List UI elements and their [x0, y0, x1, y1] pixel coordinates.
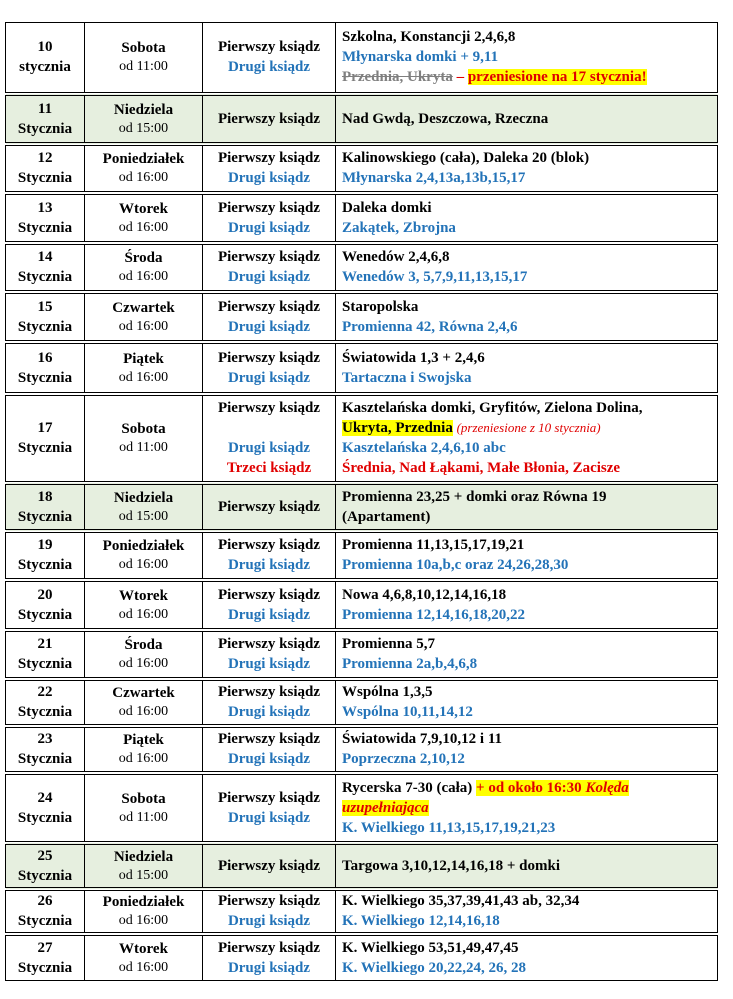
- schedule-row: [6, 23, 718, 94]
- day-cell: Środa od 16:00: [85, 243, 203, 292]
- streets-cell: Targowa 3,10,12,14,16,18 + domki: [336, 843, 718, 889]
- date-cell: 18 Stycznia: [6, 483, 85, 531]
- day-cell: Sobota od 11:00: [85, 773, 203, 843]
- day-cell: Poniedziałek od 16:00: [85, 531, 203, 580]
- schedule-row: [6, 531, 718, 580]
- streets-cell: Promienna 5,7 Promienna 2a,b,4,6,8: [336, 630, 718, 679]
- date-cell: 15 Stycznia: [6, 292, 85, 342]
- streets-cell: Szkolna, Konstancji 2,4,6,8 Młynarska domki + 9,11 Przednia, Ukryta – przeniesione na 17 stycznia!: [336, 23, 718, 94]
- streets-cell: Wspólna 1,3,5 Wspólna 10,11,14,12: [336, 679, 718, 726]
- date-cell: 17 Stycznia: [6, 394, 85, 483]
- moved-notice: przeniesione na 17 stycznia!: [467, 69, 647, 86]
- schedule-row: [6, 934, 718, 981]
- day-cell: Wtorek od 16:00: [85, 193, 203, 243]
- priest-cell: Pierwszy ksiądz Drugi ksiądz: [203, 889, 336, 934]
- date-cell: 25 Stycznia: [6, 843, 85, 889]
- date-cell: 27 Stycznia: [6, 934, 85, 981]
- day-cell: Czwartek od 16:00: [85, 679, 203, 726]
- streets-cell: Kasztelańska domki, Gryfitów, Zielona Dolina, Ukryta, Przednia (przeniesione z 10 stycznia) Kasztelańska 2,4,6,10 abc Średnia, Nad Łąkami, Małe Błonia, Zacisze: [336, 394, 718, 483]
- schedule-row: [6, 580, 718, 630]
- date-cell: 16 Stycznia: [6, 342, 85, 394]
- schedule-row: [6, 394, 718, 483]
- schedule-row: [6, 193, 718, 243]
- priest-cell: Pierwszy ksiądz: [203, 94, 336, 144]
- date-cell: 20 Stycznia: [6, 580, 85, 630]
- streets-cell: Światowida 7,9,10,12 i 11 Poprzeczna 2,10,12: [336, 726, 718, 773]
- priest-cell: Pierwszy ksiądz Drugi ksiądz: [203, 342, 336, 394]
- day-cell: Niedziela od 15:00: [85, 483, 203, 531]
- priest-cell: Pierwszy ksiądz: [203, 843, 336, 889]
- streets-cell: Nowa 4,6,8,10,12,14,16,18 Promienna 12,14,16,18,20,22: [336, 580, 718, 630]
- day-cell: Piątek od 16:00: [85, 726, 203, 773]
- schedule-row: [6, 726, 718, 773]
- day-cell: Czwartek od 16:00: [85, 292, 203, 342]
- schedule-row: [6, 889, 718, 934]
- priest-cell: Pierwszy ksiądz Drugi ksiądz Trzeci ksiądz: [203, 394, 336, 483]
- priest-cell: Pierwszy ksiądz Drugi ksiądz: [203, 726, 336, 773]
- day-cell: Sobota od 11:00: [85, 394, 203, 483]
- schedule-row: [6, 679, 718, 726]
- day-cell: Wtorek od 16:00: [85, 934, 203, 981]
- streets-cell: Kalinowskiego (cała), Daleka 20 (blok) Młynarska 2,4,13a,13b,15,17: [336, 144, 718, 193]
- streets-cell: Promienna 11,13,15,17,19,21 Promienna 10a,b,c oraz 24,26,28,30: [336, 531, 718, 580]
- date-cell: 26 Stycznia: [6, 889, 85, 934]
- day-cell: Wtorek od 16:00: [85, 580, 203, 630]
- streets-cell: Światowida 1,3 + 2,4,6 Tartaczna i Swojska: [336, 342, 718, 394]
- date-cell: 10 stycznia: [6, 23, 85, 94]
- priest-cell: Pierwszy ksiądz Drugi ksiądz: [203, 292, 336, 342]
- schedule-row: [6, 292, 718, 342]
- schedule-row: [6, 342, 718, 394]
- priest-cell: Pierwszy ksiądz Drugi ksiądz: [203, 773, 336, 843]
- date-cell: 22 Stycznia: [6, 679, 85, 726]
- priest-cell: Pierwszy ksiądz: [203, 483, 336, 531]
- streets-cell: K. Wielkiego 53,51,49,47,45 K. Wielkiego 20,22,24, 26, 28: [336, 934, 718, 981]
- date-cell: 23 Stycznia: [6, 726, 85, 773]
- schedule-row: [6, 773, 718, 843]
- schedule-row: [6, 630, 718, 679]
- streets-cell: K. Wielkiego 35,37,39,41,43 ab, 32,34 K. Wielkiego 12,14,16,18: [336, 889, 718, 934]
- priest-cell: Pierwszy ksiądz Drugi ksiądz: [203, 934, 336, 981]
- streets-cell: Nad Gwdą, Deszczowa, Rzeczna: [336, 94, 718, 144]
- day-cell: Piątek od 16:00: [85, 342, 203, 394]
- priest-cell: Pierwszy ksiądz Drugi ksiądz: [203, 630, 336, 679]
- moved-streets: Ukryta, Przednia: [342, 420, 453, 436]
- priest-cell: Pierwszy ksiądz Drugi ksiądz: [203, 193, 336, 243]
- schedule-row: [6, 483, 718, 531]
- priest-cell: Pierwszy ksiądz Drugi ksiądz: [203, 243, 336, 292]
- priest-cell: Pierwszy ksiądz Drugi ksiądz: [203, 23, 336, 94]
- streets-cell: Wenedów 2,4,6,8 Wenedów 3, 5,7,9,11,13,15,17: [336, 243, 718, 292]
- priest-cell: Pierwszy ksiądz Drugi ksiądz: [203, 580, 336, 630]
- date-cell: 19 Stycznia: [6, 531, 85, 580]
- visit-schedule-table: [5, 22, 718, 981]
- schedule-row: [6, 144, 718, 193]
- schedule-row: [6, 243, 718, 292]
- schedule-row: [6, 94, 718, 144]
- day-cell: Niedziela od 15:00: [85, 94, 203, 144]
- date-cell: 14 Stycznia: [6, 243, 85, 292]
- date-cell: 13 Stycznia: [6, 193, 85, 243]
- date-cell: 12 Stycznia: [6, 144, 85, 193]
- schedule-row: [6, 843, 718, 889]
- date-cell: 21 Stycznia: [6, 630, 85, 679]
- day-cell: Środa od 16:00: [85, 630, 203, 679]
- streets-cell: Daleka domki Zakątek, Zbrojna: [336, 193, 718, 243]
- priest-cell: Pierwszy ksiądz Drugi ksiądz: [203, 144, 336, 193]
- koleda-notice: + od około 16:30: [476, 779, 586, 796]
- day-cell: Niedziela od 15:00: [85, 843, 203, 889]
- day-cell: Poniedziałek od 16:00: [85, 889, 203, 934]
- date-cell: 11 Stycznia: [6, 94, 85, 144]
- day-cell: Sobota od 11:00: [85, 23, 203, 94]
- priest-cell: Pierwszy ksiądz Drugi ksiądz: [203, 679, 336, 726]
- day-cell: Poniedziałek od 16:00: [85, 144, 203, 193]
- streets-cell: Promienna 23,25 + domki oraz Równa 19 (Apartament): [336, 483, 718, 531]
- streets-cell: Rycerska 7-30 (cała) + od około 16:30 Kolęda uzupełniająca K. Wielkiego 11,13,15,17,19,21,23: [336, 773, 718, 843]
- streets-cell: Staropolska Promienna 42, Równa 2,4,6: [336, 292, 718, 342]
- priest-cell: Pierwszy ksiądz Drugi ksiądz: [203, 531, 336, 580]
- date-cell: 24 Stycznia: [6, 773, 85, 843]
